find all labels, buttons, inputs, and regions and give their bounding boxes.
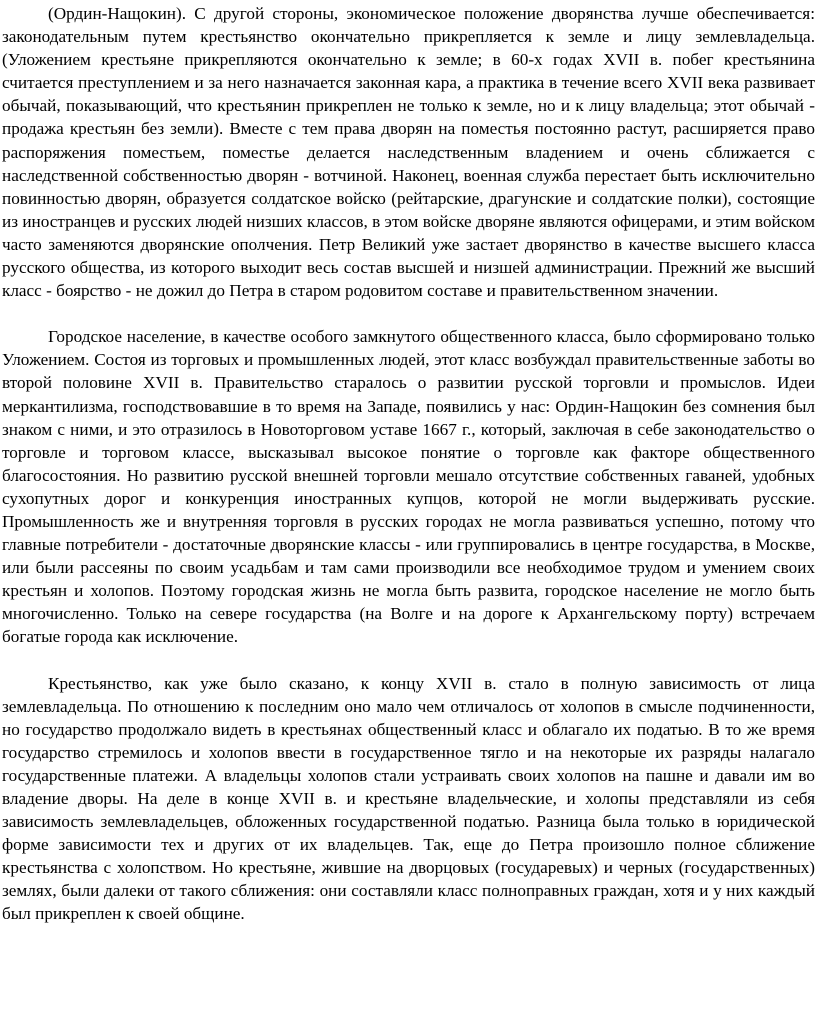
paragraph-townspeople: Городское население, в качестве особого замкнутого общественного класса, было сформировано только Уложением. Состоя из торговых и промышленных людей, этот класс возбуждал правительственные заботы во второй половине XVII в. Правительство старалось о развитии русской торговли и промыслов. Идеи меркантилизма, господствовавшие в то время на Западе, появились у нас: Ордин-Нащокин без сомнения был знаком с ними, и это отразилось в Новоторговом уставе 1667 г., который, заключая в себе законодательство о торговле и торговом классе, высказывал высокое понятие о торговле как факторе общественного благосостояния. Но развитию русской внешней торговли мешало отсутствие собственных гаваней, удобных сухопутных дорог и конкуренция иностранных купцов, которой не могли выдерживать русские. Промышленность же и внутренняя торговля в русских городах не могла развиваться успешно, потому что главные потребители - достаточные дворянские классы - или группировались в центре государства, в Москве, или были рассеяны по своим усадьбам и там сами производили все необходимое трудом и умением своих крестьян и холопов. Поэтому городская жизнь не могла быть развита, городское население не могло быть многочисленно. Только на севере государства (на Волге и на дороге к Архангельскому порту) встречаем богатые города как исключение. [2,327,815,647]
paragraph-nobility: (Ордин-Нащокин). С другой стороны, экономическое положение дворянства лучше обеспечивается: законодательным путем крестьянство окончательно прикрепляется к земле и лицу землевладельца. (Уложением крестьяне прикрепляются окончательно к земле; в 60-х годах XVII в. побег крестьянина считается преступлением и за него назначается законная кара, а практика в течение всего XVII века развивает обычай, показывающий, что крестьянин прикреплен не только к земле, но и к лицу владельца; этот обычай - продажа крестьян без земли). Вместе с тем права дворян на поместья постоянно растут, расширяется право распоряжения поместьем, поместье делается наследственным владением и очень сближается с наследственной собственностью дворян - вотчиной. Наконец, военная служба перестает быть исключительно повинностью дворян, образуется солдатское войско (рейтарские, драгунские и солдатские полки), состоящие из иностранцев и русских людей низших классов, в этом войске дворяне являются офицерами, и этим войском часто заменяются дворянские ополчения. Петр Великий уже застает дворянство в качестве высшего класса русского общества, из которого выходит весь состав высшей и низшей администрации. Прежний же высший класс - боярство - не дожил до Петра в старом родовитом составе и правительственном значении. [2,4,815,301]
paragraph-peasantry: Крестьянство, как уже было сказано, к концу XVII в. стало в полную зависимость от лица землевладельца. По отношению к последним оно мало чем отличалось от холопов в смысле подчиненности, но государство продолжало видеть в крестьянах общественный класс и облагало их податью. В то же время государство стремилось и холопов ввести в государственное тягло и на некоторые их разряды налагало государственные платежи. А владельцы холопов стали устраивать своих холопов на пашне и давали им во владение дворы. На деле в конце XVII в. и крестьяне владельческие, и холопы представляли из себя зависимость землевладельцев, обложенных государственной податью. Разница была только в юридической форме зависимости тех и других от их владельцев. Так, еще до Петра произошло полное сближение крестьянства с холопством. Но крестьяне, жившие на дворцовых (государевых) и черных (государственных) землях, были далеки от такого сближения: они составляли класс полноправных граждан, хотя и у них каждый был прикреплен к своей общине. [2,673,815,924]
